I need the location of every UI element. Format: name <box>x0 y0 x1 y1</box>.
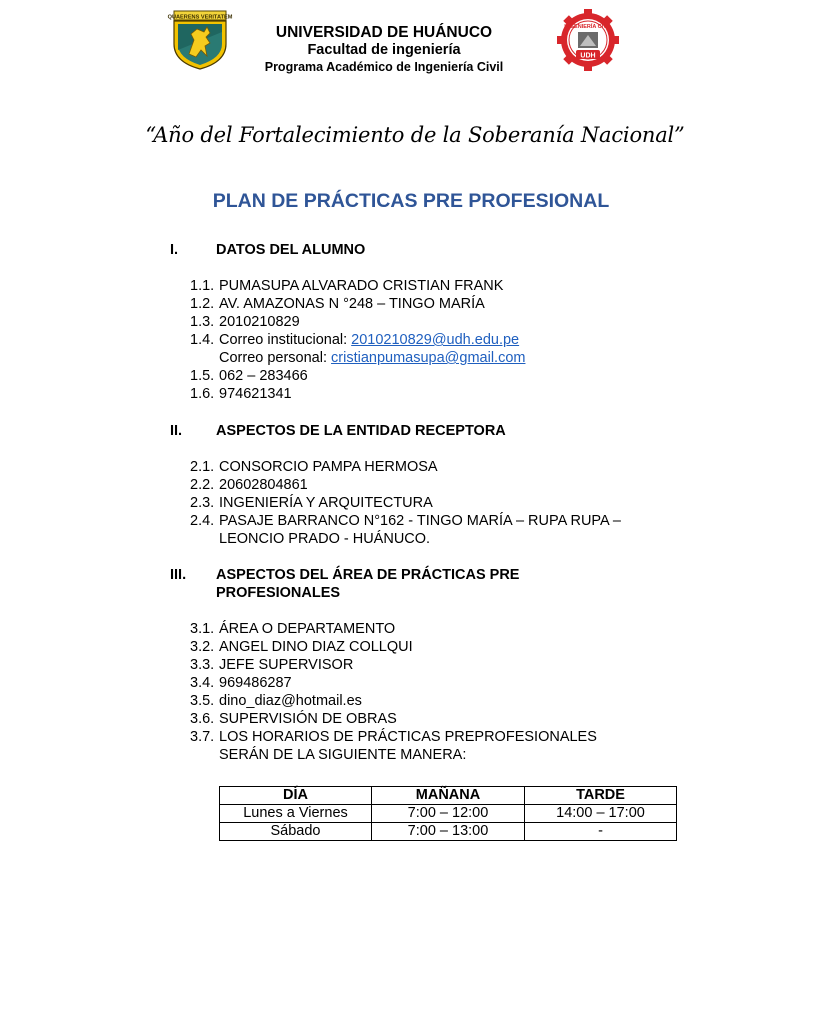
section-1-title: DATOS DEL ALUMNO <box>216 242 366 258</box>
entity-address: PASAJE BARRANCO N°162 - TINGO MARÍA – RUPA RUPA – <box>219 513 621 529</box>
item-number: 1.4. <box>190 332 215 348</box>
institutional-email-label: Correo institucional: <box>219 332 352 348</box>
logo-motto-text: QUAERENS VERITATEM <box>167 14 233 21</box>
personal-email <box>219 350 525 366</box>
item-number: 1.5. <box>190 368 215 384</box>
section-2-number: II. <box>170 423 183 439</box>
supervisor-name: ANGEL DINO DIAZ COLLQUI <box>219 639 413 655</box>
entity-field: INGENIERÍA Y ARQUITECTURA <box>219 495 433 511</box>
document-title: PLAN DE PRÁCTICAS PRE PROFESIONAL <box>212 190 610 212</box>
table-cell: 7:00 – 12:00 <box>372 805 525 823</box>
table-row <box>220 823 677 841</box>
section-3-title-line2: PROFESIONALES <box>216 585 341 601</box>
section-3-title-line1: ASPECTOS DEL ÁREA DE PRÁCTICAS PRE <box>216 567 520 583</box>
item-number: 3.6. <box>190 711 215 727</box>
table-cell: Lunes a Viernes <box>220 805 372 823</box>
item-number: 3.5. <box>190 693 215 709</box>
table-cell: 7:00 – 13:00 <box>372 823 525 841</box>
table-cell: - <box>525 823 677 841</box>
supervisor-phone: 969486287 <box>219 675 292 691</box>
phone-number: 062 – 283466 <box>219 368 308 384</box>
entity-name: CONSORCIO PAMPA HERMOSA <box>219 459 438 475</box>
logo-udh-text: UDH <box>580 52 596 60</box>
table-cell: 14:00 – 17:00 <box>525 805 677 823</box>
column-header-afternoon: TARDE <box>525 787 677 805</box>
supervisor-email: dino_diaz@hotmail.es <box>219 693 362 709</box>
item-number: 2.1. <box>190 459 215 475</box>
student-code: 2010210829 <box>219 314 300 330</box>
practice-area: SUPERVISIÓN DE OBRAS <box>219 711 397 727</box>
item-number: 2.3. <box>190 495 215 511</box>
column-header-day: DÍA <box>220 787 372 805</box>
institutional-email <box>219 332 519 348</box>
table-row <box>220 805 677 823</box>
logo-circle-text: INGENIERÍA CIVIL <box>564 24 612 30</box>
section-2-title: ASPECTOS DE LA ENTIDAD RECEPTORA <box>216 423 506 439</box>
faculty-name: Facultad de ingeniería <box>307 42 461 58</box>
supervisor-role: JEFE SUPERVISOR <box>219 657 354 673</box>
section-1-number: I. <box>170 242 179 258</box>
university-name: UNIVERSIDAD DE HUÁNUCO <box>275 24 493 41</box>
program-name: Programa Académico de Ingeniería Civil <box>264 60 504 74</box>
student-name: PUMASUPA ALVARADO CRISTIAN FRANK <box>219 278 504 294</box>
section-3-number: III. <box>170 567 187 583</box>
table-header-row <box>220 787 677 805</box>
item-number: 3.1. <box>190 621 215 637</box>
item-number: 1.1. <box>190 278 215 294</box>
national-motto: “Año del Fortalecimiento de la Soberanía Nacional” <box>145 123 685 147</box>
item-number: 1.2. <box>190 296 215 312</box>
personal-email-label: Correo personal: <box>219 350 332 366</box>
schedule-intro: LOS HORARIOS DE PRÁCTICAS PREPROFESIONALES <box>219 729 597 745</box>
item-number: 1.3. <box>190 314 215 330</box>
entity-address-continued: LEONCIO PRADO - HUÁNUCO. <box>219 531 431 547</box>
item-number: 2.2. <box>190 477 215 493</box>
item-number: 3.7. <box>190 729 215 745</box>
item-number: 1.6. <box>190 386 215 402</box>
schedule-intro-continued: SERÁN DE LA SIGUIENTE MANERA: <box>219 747 467 763</box>
item-number: 3.2. <box>190 639 215 655</box>
schedule-table <box>219 786 677 841</box>
institutional-email-link[interactable]: 2010210829@udh.edu.pe <box>351 332 520 348</box>
area-department: ÁREA O DEPARTAMENTO <box>219 621 396 637</box>
column-header-morning: MAÑANA <box>372 787 525 805</box>
student-address: AV. AMAZONAS N °248 – TINGO MARÍA <box>219 296 485 312</box>
entity-ruc: 20602804861 <box>219 477 308 493</box>
mobile-number: 974621341 <box>219 386 292 402</box>
item-number: 2.4. <box>190 513 215 529</box>
table-cell: Sábado <box>220 823 372 841</box>
item-number: 3.4. <box>190 675 215 691</box>
item-number: 3.3. <box>190 657 215 673</box>
personal-email-link[interactable]: cristianpumasupa@gmail.com <box>331 350 526 366</box>
